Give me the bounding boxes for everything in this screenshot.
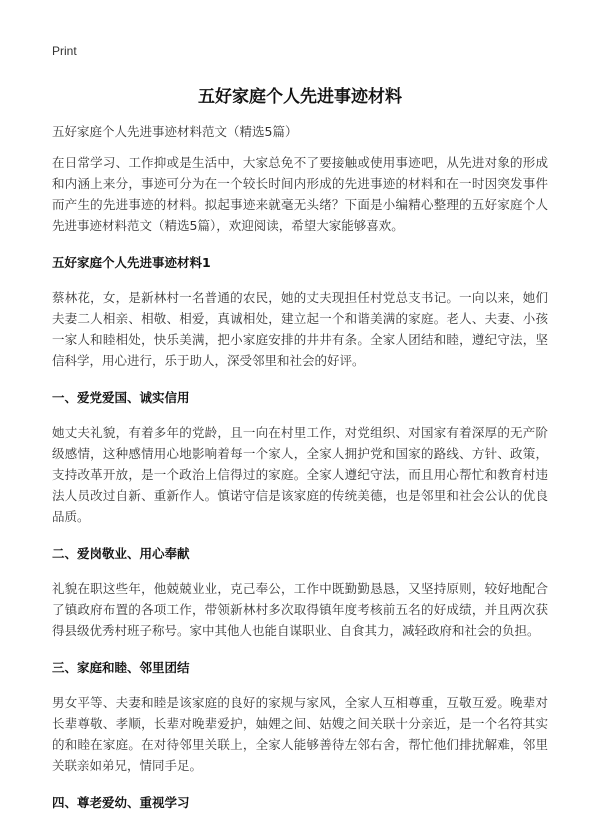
print-link[interactable]: Print xyxy=(52,44,77,58)
article-intro-paragraph: 蔡林花，女，是新林村一名普通的农民，她的丈夫现担任村党总支书记。一向以来，她们夫妻二人相亲、相敬、相爱，真诚相处，建立起一个和谐美满的家庭。老人、夫妻、小孩一家人和睦相处，快乐美满，把小家庭安排的井井有条。全家人团结和睦，遵纪守法，坚信科学，用心进行，乐于助人，深受邻里和社会的好评。 xyxy=(52,290,548,368)
section-heading: 三、家庭和睦、邻里团结 xyxy=(52,660,190,675)
section-paragraph: 男女平等、夫妻和睦是该家庭的良好的家规与家风，全家人互相尊重，互敬互爱。晚辈对长辈尊敬、孝顺，长辈对晚辈爱护，妯娌之间、姑嫂之间关联十分亲近，是一个名符其实的和睦在家庭。在对待邻里关联上，全家人能够善待左邻右舍，帮忙他们排扰解难，邻里关联亲如弟兄，情同手足。 xyxy=(52,695,548,773)
page-title: 五好家庭个人先进事迹材料 xyxy=(198,87,402,107)
article-heading: 五好家庭个人先进事迹材料1 xyxy=(52,255,211,270)
section-paragraph: 她丈夫礼貌，有着多年的党龄，且一向在村里工作，对党组织、对国家有着深厚的无产阶级感情，这种感情用心地影响着每一个家人，全家人拥护党和国家的路线、方针、政策，支持改革开放，是一个政治上信得过的家庭。全家人遵纪守法，而且用心帮忙和教育村违法人员改过自新、重新作人。慎诺守信是该家庭的传统美德，也是邻里和社会公认的优良品质。 xyxy=(52,425,548,524)
document-subtitle: 五好家庭个人先进事迹材料范文（精选5篇） xyxy=(52,124,298,139)
section-paragraph: 礼貌在职这些年，他兢兢业业，克己奉公，工作中既勤勤恳恳，又坚持原则，较好地配合了镇政府布置的各项工作，带领新林村多次取得镇年度考核前五名的好成绩，并且两次获得县级优秀村班子称号。家中其他人也能自谋职业、自食其力，减轻政府和社会的负担。 xyxy=(52,581,548,638)
section-heading: 二、爱岗敬业、用心奉献 xyxy=(52,546,190,561)
section-heading: 一、爱党爱国、诚实信用 xyxy=(52,390,190,405)
intro-paragraph: 在日常学习、工作抑或是生活中，大家总免不了要接触或使用事迹吧，从先进对象的形成和内涵上来分，事迹可分为在一个较长时间内形成的先进事迹的材料和在一时因突发事件而产生的先进事迹的材料。拟起事迹来就毫无头绪？下面是小编精心整理的五好家庭个人先进事迹材料范文（精选5篇），欢迎阅读，希望大家能够喜欢。 xyxy=(52,155,548,233)
document-body xyxy=(52,121,548,827)
section-heading: 四、尊老爱幼、重视学习 xyxy=(52,795,190,810)
